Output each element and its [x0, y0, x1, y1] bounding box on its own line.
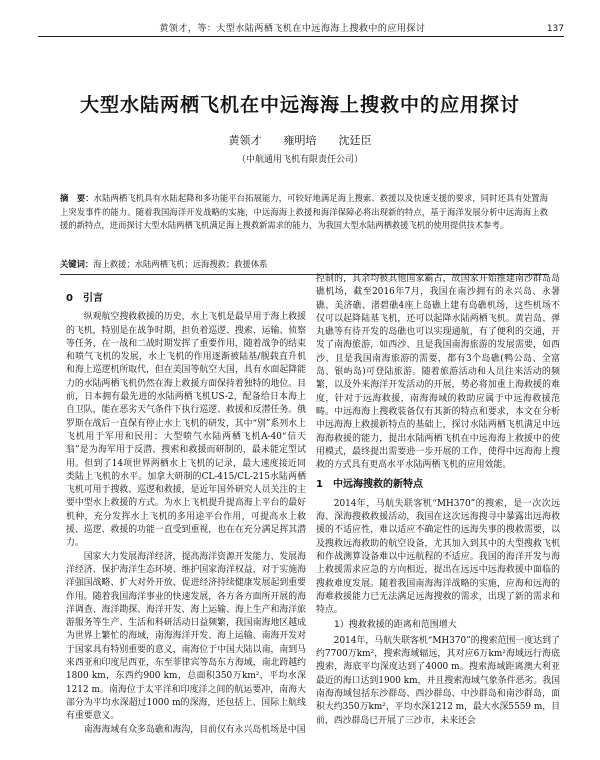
page-number: 137	[546, 24, 564, 34]
paragraph: 2014年，马航失联客机“MH370”的搜索，是一次次远海、深海搜救救援活动，我国在这次远海搜寻中暴露出远海救援的不适应性，难以适应不确定性的远海失事的搜救需要，以及搜救远海救助的航空设备，尤其加入到其中的大型搜救飞机和作战测算设备难以中远航程的不适应。我国的海洋开发与海上救援需求应急的方向相近，提出在远远中远海救援中面临的搜救难度发展。随着我国南海海洋战略的实施，应海和远海的海难救援能力已无法满足远海搜救的需求，出现了新的需求和特点。	[316, 498, 560, 616]
author-list: 黄领才 雍明培 沈廷臣	[228, 134, 372, 147]
keywords-text: 海上救援；水陆两栖飞机；远海搜救；救援体系	[93, 259, 268, 269]
section-heading-introduction: 0 引言	[66, 293, 103, 304]
left-column	[66, 286, 306, 760]
section-heading-1: 1 中远海搜救的新特点	[316, 479, 423, 491]
paper-title: 大型水陆两栖飞机在中远海海上搜救中的应用探讨	[79, 94, 520, 116]
paragraph: 南海海域有众多岛礁和海沟，目前仅有永兴岛机场是中国	[83, 724, 306, 735]
running-header	[38, 14, 564, 37]
abstract-text: 水陆两栖飞机具有水陆起降和多功能平台拓展能力，可较好地满足海上搜索、救援以及快速支援的要求，同时还具有处置海上突发事件的能力。随着我国海洋开发战略的实施，中远海海上救援和海洋保障必将出现新的特点，基于海洋发展分析中远海海上救援的新特点，进而探讨大型水陆两栖飞机满足海上搜救新需求的能力，为我国大型水陆两栖救援飞机的使用提供技术参考。	[60, 193, 548, 230]
paragraph: 2014年，马航失联客机“MH370”的搜索范围一度达到了约7700万km²，搜索海域辐远，其对应6万km²海域远行海底搜索，海底平均深度达到了4000 m。搜索海域距离澳大利亚最近的海口达到1900 km，并且搜索海域气象条件恶劣。我国南海海域包括东沙群岛、西沙群岛、中沙群岛和南沙群岛，面积大约350万km²，平均水深1212 m，最大水深5559 m，目前，西沙群岛已开展了三沙市，未来还会	[316, 635, 560, 726]
running-title: 黄领才，等：大型水陆两栖飞机在中远海海上搜救中的应用探讨	[159, 24, 426, 34]
abstract	[60, 192, 548, 233]
paragraph: 国家大力发展海洋经济，提高海洋资源开发能力、发展海洋经济、保护海洋生态环境、维护国家海洋权益，对于实施海洋强国战略、扩大对外开放、促进经济持续健康发展起到重要作用。随着我国海洋事业的快速发展，各方各方面所开展的海洋调查、海洋勘探、海洋开发、海上运输、海上生产和海洋旅游服务等生产、生活和科研活动日益频繁，我国南海地区越成为世界上繁忙的海域，南海海洋开发、海上运输、南海开发对于国家具有特别重要的意义，南海位于中国大陆以南，南到马来西亚和印度尼西亚，东至菲律宾等岛东方海域，南北跨越约1800 km，东西约900 km，总面积350万km²，平均水深1212 m。南海位于太平洋和印度洋之间的航运要冲，南海大部分为平均水深超过1000 m的深海，还包括上、国际上航线有重要意义。	[66, 551, 306, 722]
right-column	[316, 273, 560, 760]
keywords-label: 关键词：	[60, 259, 94, 269]
keywords	[60, 258, 548, 270]
paragraph: 控制的，其余均被其他国家霸占，故国家开始推建南沙群岛岛礁机场，截至2016年7月，我国在南沙拥有的永兴岛、永暑礁、美济礁、渚碧礁4座上岛礁上建有岛礁机场，这些机场不仅可以起降陆基飞机，还可以起降水陆两栖飞机。黄岩岛、弹丸礁等有待开发的岛礁也可以实现通航，有了便利的交通，开发了南海旅游，如西沙、且是我国南海旅游的发展需要，如西沙、且是我国南海旅游的需要，都有3个岛礁(鸭公岛、全富岛、银屿岛)可登陆旅游。随着旅游活动和人员往来活动的频繁，以及外来海洋开发活动的开展，势必将加重上海救援的难度，针对于远海救援，南海海域的救助应属于中远海救援范畴。中远海海上搜救装备仅有其新的特点和要求，本文在分析中远海海上救援新特点的基础上，探讨水陆两栖飞机满足中远海海救援的能力，提出水陆两栖飞机在中远海海上救援中的使用模式，最终提出需要进一步开展的工作，使得中远海海上搜救的方式具有更高水平水陆两栖飞机的应用效能。	[316, 274, 560, 471]
subsection-heading-1: 1）搜救救援的距离和范围增大	[334, 620, 457, 631]
affiliation: （中航通用飞机有限责任公司）	[236, 155, 363, 165]
paragraph: 纵观航空搜救救援的历史，水上飞机是最早用于海上救援的飞机，特别是在战争时期，担负着巡逻、搜索、运输、侦察等任务，在一战和二战时期发挥了重要作用，随着战争的结束和喷气飞机的发展，水上飞机的作用逐渐被陆基/舰载直升机和海上巡逻机所取代，但在美国等航空大国，具有水面起降能力的水陆两栖飞机仍然在海上救援方面保持着独特的地位。目前，日本拥有最先进的水陆两栖飞机US-2，配备给日本海上自卫队，能在恶劣天气条件下执行巡逻、救援和反潜任务。俄罗斯在战后一直保有停止水上飞机的研发，其中“别”系列水上飞机用于军用和民用；大型喷气水陆两栖飞机A-40“信天翁”是为海军用于反潜、搜索和救援而研制的，最未能定型试用。但到了14项世界两栖水上飞机的记录，最大速度接近同类陆上飞机的水平。加拿大研制的CL-415/CL-215水陆两栖飞机可用于搜救、巡逻和救援，是近年国外研究人员关注的主要中型水上救援的方式。为水上飞机提升提高海上平台的最好机种，充分发挥水上飞机的多用途平台作用，可提高水上救援、巡逻、救援的功能一直受到重视，也在在充分满足挥其潜力。	[66, 312, 306, 549]
abstract-label: 摘 要：	[60, 193, 94, 203]
